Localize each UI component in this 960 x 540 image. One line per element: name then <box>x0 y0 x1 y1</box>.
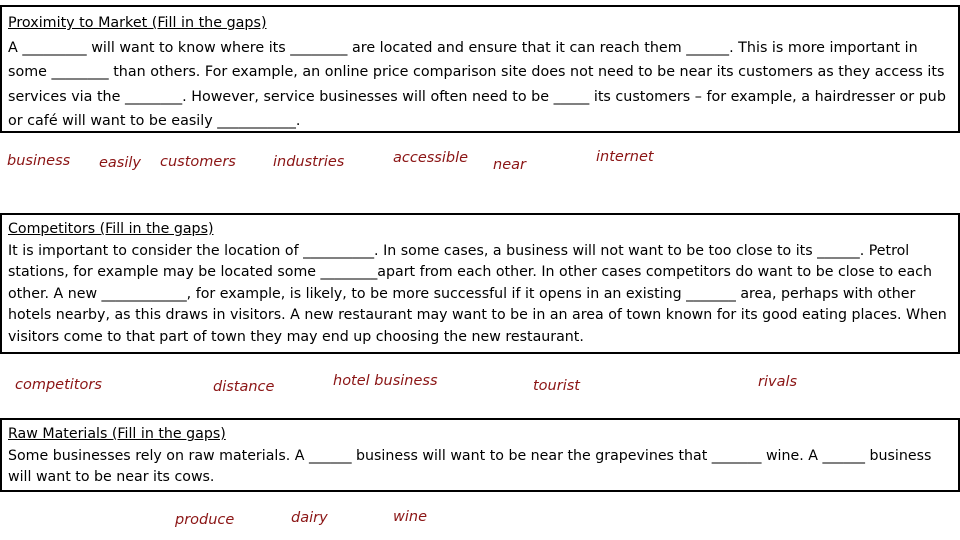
word-card[interactable]: distance <box>213 379 275 395</box>
word-card[interactable]: internet <box>596 149 654 165</box>
section-title: Raw Materials (Fill in the gaps) <box>8 426 226 442</box>
raw-materials-section <box>0 418 960 492</box>
word-card[interactable]: produce <box>175 512 235 528</box>
competitors-section <box>0 213 960 354</box>
word-card[interactable]: easily <box>99 155 141 171</box>
word-card[interactable]: accessible <box>393 150 469 166</box>
word-card[interactable]: wine <box>393 509 427 525</box>
word-card[interactable]: customers <box>160 154 236 170</box>
section-title: Proximity to Market (Fill in the gaps) <box>8 15 267 31</box>
word-card[interactable]: rivals <box>758 374 798 390</box>
section-text: It is important to consider the location of __________. In some cases, a business will not want to be too close to its ______. Petrol stations, for example may be located some ________apart from each other. In other cases competitors do want to be close to each other. A new ____________, for example, is likely, to be more successful if it opens in an existing _______ area, perhaps with other hotels nearby, as this draws in visitors. A new restaurant may want to be in an area of town known for its good eating places. When visitors come to that part of town they may end up choosing the new restaurant. <box>8 242 947 345</box>
section-title: Competitors (Fill in the gaps) <box>8 221 214 237</box>
word-card[interactable]: tourist <box>533 378 580 394</box>
proximity-section <box>0 5 960 133</box>
word-card[interactable]: business <box>7 153 71 169</box>
word-card[interactable]: near <box>493 157 526 173</box>
word-card[interactable]: dairy <box>291 510 328 526</box>
section-text: A _________ will want to know where its ________ are located and ensure that it can reach them ______. This is more important in some ________ than others. For example, an online price comparison site does not need to be near its customers as they access its services via the ________. However, service businesses will often need to be _____ its customers – for example, a hairdresser or pub or café will want to be easily ___________. <box>8 39 946 129</box>
word-card[interactable]: competitors <box>15 377 102 393</box>
word-card[interactable]: industries <box>273 154 345 170</box>
word-card[interactable]: hotel business <box>333 373 438 389</box>
section-text: Some businesses rely on raw materials. A ______ business will want to be near the grapevines that _______ wine. A ______ business will want to be near its cows. <box>8 447 932 485</box>
